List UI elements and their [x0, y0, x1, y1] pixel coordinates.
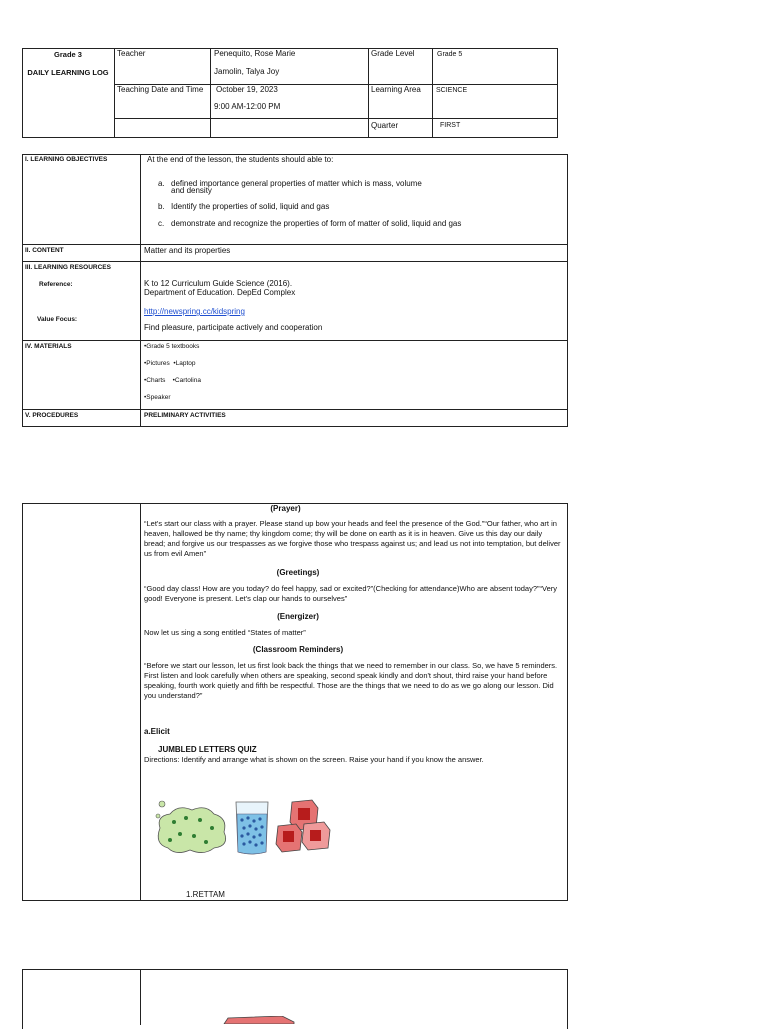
- objectives-label: I. LEARNING OBJECTIVES: [25, 156, 108, 163]
- teacher-name-1: Penequito, Rose Marie: [214, 49, 296, 58]
- energizer-text: Now let us sing a song entitled “States of matter”: [144, 628, 306, 637]
- resources-label: III. LEARNING RESOURCES: [25, 264, 111, 271]
- quiz-directions: Directions: Identify and arrange what is shown on the screen. Raise your hand if you know the answer.: [144, 755, 484, 764]
- reminders-text: “Before we start our lesson, let us first look back the things that we need to remember in our class. So, we have 5 reminders. First listen and look carefully when others are speaking, second speak kindly and don't shout, third raise your hand before speaking, fourth work quietly and fifth be respectful. Those are the things that we need to do as we go along our lesson. Did you understand?”: [144, 661, 558, 700]
- teacher-name-2: Jamolin, Talya Joy: [214, 67, 280, 76]
- reference-line: K to 12 Curriculum Guide Science (2016).: [144, 279, 293, 288]
- header-divider: [114, 48, 115, 138]
- content-value: Matter and its properties: [144, 246, 231, 255]
- objective-marker: b.: [158, 202, 165, 211]
- plan-divider: [140, 154, 141, 427]
- quarter-value: FIRST: [440, 122, 461, 129]
- objective-item: Identify the properties of solid, liquid and gas: [171, 202, 330, 211]
- content-label: II. CONTENT: [25, 247, 64, 254]
- quiz-item: 1.RETTAM: [186, 890, 225, 899]
- date-value: October 19, 2023: [216, 85, 278, 94]
- value-focus-text: Find pleasure, participate actively and cooperation: [144, 323, 323, 332]
- plan-divider: [22, 340, 568, 341]
- materials-label: IV. MATERIALS: [25, 343, 72, 350]
- plan-divider: [22, 261, 568, 262]
- reminders-heading: (Classroom Reminders): [252, 645, 344, 654]
- objectives-intro: At the end of the lesson, the students should able to:: [147, 155, 334, 164]
- header-divider: [368, 48, 369, 138]
- objective-item: defined importance general properties of matter which is mass, volume: [171, 179, 422, 188]
- objective-item: demonstrate and recognize the properties of form of matter of solid, liquid and gas: [171, 219, 462, 228]
- grade-label: Grade 3: [54, 50, 82, 59]
- liquid-beaker-image: [236, 802, 268, 854]
- value-focus-label: Value Focus:: [37, 316, 78, 323]
- header-divider: [432, 48, 433, 138]
- plan-divider: [22, 409, 568, 410]
- material-item: •Charts •Cartolina: [144, 377, 201, 384]
- grade-level-label: Grade Level: [371, 49, 415, 58]
- reference-line: Department of Education. DepEd Complex: [144, 288, 296, 297]
- cube-image-partial: [222, 1016, 296, 1024]
- objective-marker: a.: [158, 179, 165, 188]
- energizer-heading: (Energizer): [277, 612, 319, 621]
- greetings-text: “Good day class! How are you today? do feel happy, sad or excited?”(Checking for attendance)Who are absent today?”“Very good! Everyone is present. Let's clap our hands to ourselves”: [144, 584, 558, 603]
- objective-item-continued: and density: [171, 186, 212, 195]
- activities-divider: [140, 503, 141, 901]
- header-table-border: [22, 48, 558, 138]
- next-table-divider: [140, 969, 141, 1025]
- grade-level-value: Grade 5: [437, 51, 463, 58]
- material-item: •Grade 5 textbooks: [144, 343, 200, 350]
- greetings-heading: (Greetings): [276, 568, 320, 577]
- learning-area-label: Learning Area: [371, 85, 421, 94]
- log-title: DAILY LEARNING LOG: [27, 68, 109, 77]
- reference-label: Reference:: [39, 281, 73, 288]
- material-item: •Pictures •Laptop: [144, 360, 196, 367]
- date-label: Teaching Date and Time: [117, 85, 204, 94]
- learning-area-value: SCIENCE: [436, 87, 468, 94]
- objective-marker: c.: [158, 219, 165, 228]
- prayer-text: “Let's start our class with a prayer. Please stand up bow your heads and feel the presence of the God.”“Our father, who art in heaven, hallowed be thy name; thy kingdom come; thy will be done on earth as it is in heaven. Give us this day our daily bread; and forgive us our trespasses as we forgive those who trespass against us; and lead us not into temptation, but deliver us from evil Amen”: [144, 519, 561, 558]
- quiz-title: JUMBLED LETTERS QUIZ: [158, 745, 257, 754]
- gas-cloud-image: [156, 801, 226, 853]
- procedures-label: V. PROCEDURES: [25, 412, 79, 419]
- prayer-heading: (Prayer): [270, 504, 301, 513]
- plan-divider: [22, 244, 568, 245]
- states-of-matter-illustration: [150, 798, 350, 858]
- header-divider: [114, 118, 558, 119]
- solid-cubes-image: [276, 800, 330, 852]
- reference-link[interactable]: http://newspring.cc/kidspring: [144, 307, 245, 316]
- header-divider: [210, 48, 211, 138]
- time-value: 9:00 AM-12:00 PM: [214, 102, 281, 111]
- procedures-value: PRELIMINARY ACTIVITIES: [144, 412, 226, 419]
- material-item: •Speaker: [144, 394, 171, 401]
- quarter-label: Quarter: [371, 121, 399, 130]
- teacher-label: Teacher: [117, 49, 146, 58]
- elicit-label: a.Elicit: [144, 727, 170, 736]
